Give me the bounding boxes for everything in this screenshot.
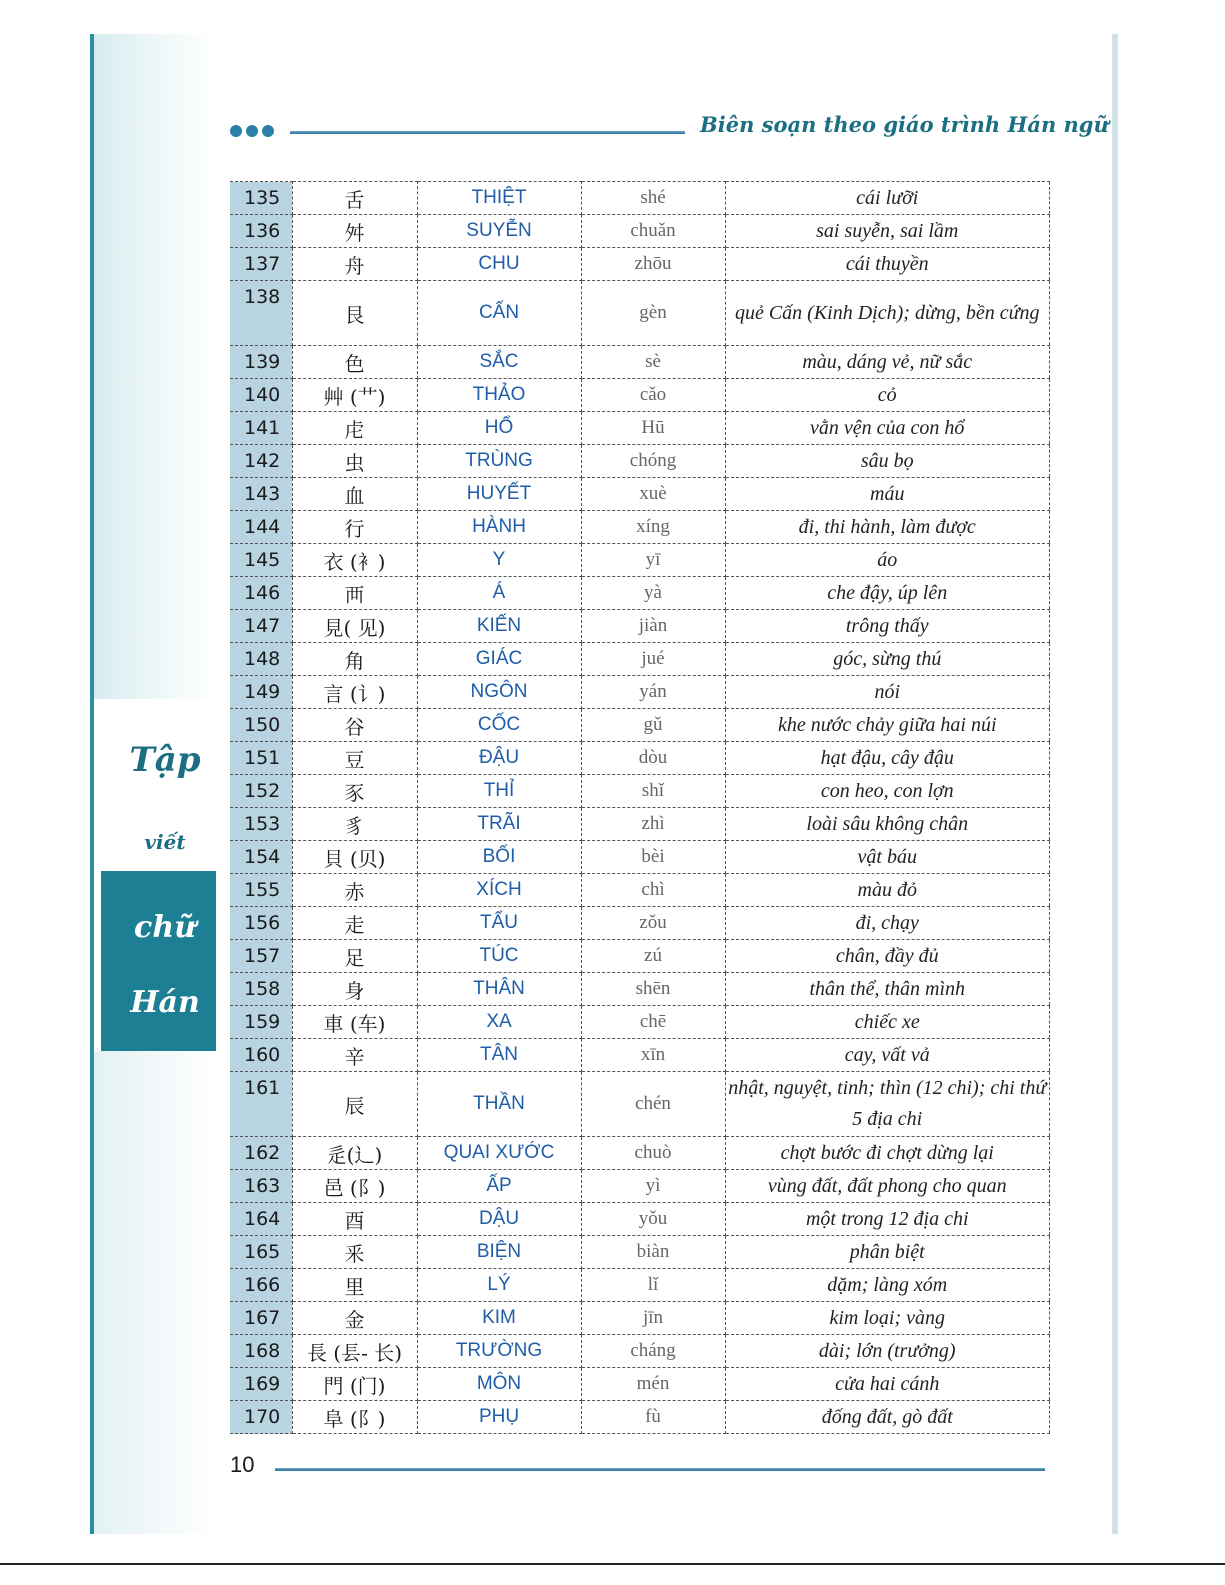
meaning: cửa hai cánh bbox=[725, 1368, 1050, 1401]
meaning: màu đỏ bbox=[725, 874, 1050, 907]
han-viet-reading: BỐI bbox=[417, 841, 581, 874]
han-character: 酉 bbox=[292, 1203, 417, 1236]
han-character: 血 bbox=[292, 478, 417, 511]
han-viet-reading: XA bbox=[417, 1006, 581, 1039]
han-character: 谷 bbox=[292, 709, 417, 742]
table-row bbox=[230, 1302, 1050, 1335]
running-header-title: Biên soạn theo giáo trình Hán ngữ bbox=[700, 112, 1109, 137]
han-viet-reading: XÍCH bbox=[417, 874, 581, 907]
meaning: góc, sừng thú bbox=[725, 643, 1050, 676]
han-character: 辰 bbox=[292, 1072, 417, 1137]
han-viet-reading: THÂN bbox=[417, 973, 581, 1006]
scan-bottom-line bbox=[0, 1563, 1225, 1565]
han-character: 走 bbox=[292, 907, 417, 940]
row-number: 154 bbox=[230, 841, 292, 874]
meaning: áo bbox=[725, 544, 1050, 577]
han-character: 見( 见) bbox=[292, 610, 417, 643]
row-number: 167 bbox=[230, 1302, 292, 1335]
pinyin: dòu bbox=[581, 742, 725, 775]
pinyin: yán bbox=[581, 676, 725, 709]
han-character: 豕 bbox=[292, 775, 417, 808]
meaning: hạt đậu, cây đậu bbox=[725, 742, 1050, 775]
row-number: 147 bbox=[230, 610, 292, 643]
spine-band-bottom bbox=[94, 1051, 216, 1534]
table-row bbox=[230, 1401, 1050, 1434]
table-row bbox=[230, 544, 1050, 577]
han-character: 足 bbox=[292, 940, 417, 973]
pinyin: xīn bbox=[581, 1039, 725, 1072]
han-viet-reading: Á bbox=[417, 577, 581, 610]
table-row bbox=[230, 281, 1050, 346]
han-character: 舌 bbox=[292, 182, 417, 215]
table-row bbox=[230, 182, 1050, 215]
pinyin: shēn bbox=[581, 973, 725, 1006]
row-number: 143 bbox=[230, 478, 292, 511]
han-character: 門 (门) bbox=[292, 1368, 417, 1401]
dot-icon bbox=[262, 125, 274, 137]
table-row bbox=[230, 346, 1050, 379]
han-viet-reading: TRÙNG bbox=[417, 445, 581, 478]
meaning: sai suyễn, sai lầm bbox=[725, 215, 1050, 248]
han-character: 襾 bbox=[292, 577, 417, 610]
han-character: 赤 bbox=[292, 874, 417, 907]
row-number: 166 bbox=[230, 1269, 292, 1302]
row-number: 157 bbox=[230, 940, 292, 973]
han-viet-reading: DẬU bbox=[417, 1203, 581, 1236]
row-number: 141 bbox=[230, 412, 292, 445]
row-number: 142 bbox=[230, 445, 292, 478]
row-number: 170 bbox=[230, 1401, 292, 1434]
meaning: nhật, nguyệt, tinh; thìn (12 chi); chi thứ 5 địa chi bbox=[725, 1072, 1050, 1137]
spine-title-line1: Tập bbox=[129, 740, 201, 780]
row-number: 138 bbox=[230, 281, 292, 346]
table-row bbox=[230, 610, 1050, 643]
meaning: dài; lớn (trưởng) bbox=[725, 1335, 1050, 1368]
han-viet-reading: SẮC bbox=[417, 346, 581, 379]
han-viet-reading: KIẾN bbox=[417, 610, 581, 643]
meaning: con heo, con lợn bbox=[725, 775, 1050, 808]
meaning: cái lưỡi bbox=[725, 182, 1050, 215]
pinyin: lǐ bbox=[581, 1269, 725, 1302]
row-number: 146 bbox=[230, 577, 292, 610]
han-character: 虍 bbox=[292, 412, 417, 445]
row-number: 148 bbox=[230, 643, 292, 676]
meaning: thân thể, thân mình bbox=[725, 973, 1050, 1006]
meaning: đi, thi hành, làm được bbox=[725, 511, 1050, 544]
han-character: 艮 bbox=[292, 281, 417, 346]
table-row bbox=[230, 742, 1050, 775]
row-number: 156 bbox=[230, 907, 292, 940]
pinyin: shǐ bbox=[581, 775, 725, 808]
han-character: 色 bbox=[292, 346, 417, 379]
han-viet-reading: TRÃI bbox=[417, 808, 581, 841]
pinyin: biàn bbox=[581, 1236, 725, 1269]
han-viet-reading: SUYỄN bbox=[417, 215, 581, 248]
han-character: 行 bbox=[292, 511, 417, 544]
han-character: 虫 bbox=[292, 445, 417, 478]
table-row bbox=[230, 215, 1050, 248]
han-character: 舛 bbox=[292, 215, 417, 248]
row-number: 163 bbox=[230, 1170, 292, 1203]
row-number: 137 bbox=[230, 248, 292, 281]
pinyin: yì bbox=[581, 1170, 725, 1203]
page-number: 10 bbox=[230, 1452, 255, 1477]
pinyin: Hū bbox=[581, 412, 725, 445]
pinyin: chē bbox=[581, 1006, 725, 1039]
table-row bbox=[230, 248, 1050, 281]
pinyin: jīn bbox=[581, 1302, 725, 1335]
pinyin: chì bbox=[581, 874, 725, 907]
han-viet-reading: CHU bbox=[417, 248, 581, 281]
pinyin: zhōu bbox=[581, 248, 725, 281]
row-number: 149 bbox=[230, 676, 292, 709]
han-character: 豆 bbox=[292, 742, 417, 775]
han-viet-reading: QUAI XƯỚC bbox=[417, 1137, 581, 1170]
pinyin: cǎo bbox=[581, 379, 725, 412]
meaning: chợt bước đi chợt dừng lại bbox=[725, 1137, 1050, 1170]
row-number: 161 bbox=[230, 1072, 292, 1137]
pinyin: chuò bbox=[581, 1137, 725, 1170]
spine-band-dark bbox=[101, 871, 216, 1051]
meaning: loài sâu không chân bbox=[725, 808, 1050, 841]
spine-title-line3: chữ bbox=[134, 910, 196, 945]
table-row bbox=[230, 940, 1050, 973]
table-row bbox=[230, 412, 1050, 445]
han-viet-reading: GIÁC bbox=[417, 643, 581, 676]
table-row bbox=[230, 643, 1050, 676]
han-character: 舟 bbox=[292, 248, 417, 281]
pinyin: zú bbox=[581, 940, 725, 973]
han-character: 阜 (阝) bbox=[292, 1401, 417, 1434]
han-viet-reading: MÔN bbox=[417, 1368, 581, 1401]
han-viet-reading: THỈ bbox=[417, 775, 581, 808]
meaning: phân biệt bbox=[725, 1236, 1050, 1269]
pinyin: yǒu bbox=[581, 1203, 725, 1236]
table-row bbox=[230, 1368, 1050, 1401]
han-character: 釆 bbox=[292, 1236, 417, 1269]
table-row bbox=[230, 841, 1050, 874]
table-row bbox=[230, 511, 1050, 544]
dot-icon bbox=[246, 125, 258, 137]
pinyin: fù bbox=[581, 1401, 725, 1434]
han-character: 邑 (阝) bbox=[292, 1170, 417, 1203]
han-character: 言 (讠) bbox=[292, 676, 417, 709]
han-character: 里 bbox=[292, 1269, 417, 1302]
table-row bbox=[230, 676, 1050, 709]
table-row bbox=[230, 577, 1050, 610]
row-number: 162 bbox=[230, 1137, 292, 1170]
pinyin: chén bbox=[581, 1072, 725, 1137]
pinyin: mén bbox=[581, 1368, 725, 1401]
meaning: quẻ Cấn (Kinh Dịch); dừng, bền cứng bbox=[725, 281, 1050, 346]
han-viet-reading: HÀNH bbox=[417, 511, 581, 544]
row-number: 136 bbox=[230, 215, 292, 248]
row-number: 155 bbox=[230, 874, 292, 907]
pinyin: jué bbox=[581, 643, 725, 676]
han-character: 貝 (贝) bbox=[292, 841, 417, 874]
table-row bbox=[230, 379, 1050, 412]
radical-table bbox=[230, 181, 1050, 1434]
meaning: chiếc xe bbox=[725, 1006, 1050, 1039]
meaning: che đậy, úp lên bbox=[725, 577, 1050, 610]
row-number: 158 bbox=[230, 973, 292, 1006]
spine-band-top bbox=[94, 34, 216, 699]
han-viet-reading: NGÔN bbox=[417, 676, 581, 709]
meaning: vật báu bbox=[725, 841, 1050, 874]
pinyin: gǔ bbox=[581, 709, 725, 742]
row-number: 140 bbox=[230, 379, 292, 412]
han-viet-reading: THẢO bbox=[417, 379, 581, 412]
table-row bbox=[230, 478, 1050, 511]
pinyin: gèn bbox=[581, 281, 725, 346]
row-number: 160 bbox=[230, 1039, 292, 1072]
han-character: 衣 (衤) bbox=[292, 544, 417, 577]
row-number: 169 bbox=[230, 1368, 292, 1401]
row-number: 135 bbox=[230, 182, 292, 215]
pinyin: chuǎn bbox=[581, 215, 725, 248]
meaning: trông thấy bbox=[725, 610, 1050, 643]
pinyin: yà bbox=[581, 577, 725, 610]
pinyin: shé bbox=[581, 182, 725, 215]
han-character: 艸 (艹) bbox=[292, 379, 417, 412]
row-number: 153 bbox=[230, 808, 292, 841]
han-character: 長 (镸- 长) bbox=[292, 1335, 417, 1368]
table-row bbox=[230, 1072, 1050, 1137]
han-character: 辛 bbox=[292, 1039, 417, 1072]
table-row bbox=[230, 1203, 1050, 1236]
meaning: cay, vất vả bbox=[725, 1039, 1050, 1072]
radical-table-body bbox=[230, 182, 1050, 1434]
meaning: vùng đất, đất phong cho quan bbox=[725, 1170, 1050, 1203]
table-row bbox=[230, 709, 1050, 742]
han-viet-reading: ĐẬU bbox=[417, 742, 581, 775]
page-edge-right bbox=[1112, 34, 1118, 1534]
table-row bbox=[230, 1236, 1050, 1269]
han-character: 角 bbox=[292, 643, 417, 676]
table-row bbox=[230, 1006, 1050, 1039]
row-number: 159 bbox=[230, 1006, 292, 1039]
header-rule bbox=[290, 131, 685, 134]
table-row bbox=[230, 874, 1050, 907]
han-viet-reading: THIỆT bbox=[417, 182, 581, 215]
meaning: cỏ bbox=[725, 379, 1050, 412]
row-number: 168 bbox=[230, 1335, 292, 1368]
pinyin: zhì bbox=[581, 808, 725, 841]
pinyin: zǒu bbox=[581, 907, 725, 940]
meaning: đống đất, gò đất bbox=[725, 1401, 1050, 1434]
han-character: 金 bbox=[292, 1302, 417, 1335]
meaning: máu bbox=[725, 478, 1050, 511]
table-row bbox=[230, 445, 1050, 478]
header-dots bbox=[230, 125, 274, 137]
table-row bbox=[230, 1335, 1050, 1368]
row-number: 150 bbox=[230, 709, 292, 742]
meaning: sâu bọ bbox=[725, 445, 1050, 478]
table-row bbox=[230, 808, 1050, 841]
spine-title-line4: Hán bbox=[130, 985, 200, 1020]
table-row bbox=[230, 1269, 1050, 1302]
table-row bbox=[230, 907, 1050, 940]
han-viet-reading: PHỤ bbox=[417, 1401, 581, 1434]
row-number: 145 bbox=[230, 544, 292, 577]
meaning: đi, chạy bbox=[725, 907, 1050, 940]
han-viet-reading: HỔ bbox=[417, 412, 581, 445]
han-viet-reading: Y bbox=[417, 544, 581, 577]
row-number: 164 bbox=[230, 1203, 292, 1236]
meaning: khe nước chảy giữa hai núi bbox=[725, 709, 1050, 742]
table-row bbox=[230, 1137, 1050, 1170]
han-viet-reading: LÝ bbox=[417, 1269, 581, 1302]
han-viet-reading: THẦN bbox=[417, 1072, 581, 1137]
row-number: 139 bbox=[230, 346, 292, 379]
han-viet-reading: CẤN bbox=[417, 281, 581, 346]
meaning: một trong 12 địa chi bbox=[725, 1203, 1050, 1236]
pinyin: jiàn bbox=[581, 610, 725, 643]
row-number: 165 bbox=[230, 1236, 292, 1269]
spine-title-line2: viết bbox=[144, 830, 186, 854]
meaning: màu, dáng vẻ, nữ sắc bbox=[725, 346, 1050, 379]
han-viet-reading: BIỆN bbox=[417, 1236, 581, 1269]
han-viet-reading: HUYẾT bbox=[417, 478, 581, 511]
footer-rule bbox=[275, 1468, 1045, 1471]
meaning: vằn vện của con hổ bbox=[725, 412, 1050, 445]
han-character: 車 (车) bbox=[292, 1006, 417, 1039]
table-row bbox=[230, 973, 1050, 1006]
han-viet-reading: TẨU bbox=[417, 907, 581, 940]
han-viet-reading: CỐC bbox=[417, 709, 581, 742]
han-character: 豸 bbox=[292, 808, 417, 841]
meaning: cái thuyền bbox=[725, 248, 1050, 281]
dot-icon bbox=[230, 125, 242, 137]
row-number: 151 bbox=[230, 742, 292, 775]
meaning: dặm; làng xóm bbox=[725, 1269, 1050, 1302]
han-viet-reading: TRƯỜNG bbox=[417, 1335, 581, 1368]
han-viet-reading: ẤP bbox=[417, 1170, 581, 1203]
pinyin: xuè bbox=[581, 478, 725, 511]
pinyin: sè bbox=[581, 346, 725, 379]
row-number: 152 bbox=[230, 775, 292, 808]
row-number: 144 bbox=[230, 511, 292, 544]
han-viet-reading: KIM bbox=[417, 1302, 581, 1335]
han-viet-reading: TÚC bbox=[417, 940, 581, 973]
han-character: 身 bbox=[292, 973, 417, 1006]
han-character: 辵(辶) bbox=[292, 1137, 417, 1170]
meaning: chân, đầy đủ bbox=[725, 940, 1050, 973]
han-viet-reading: TÂN bbox=[417, 1039, 581, 1072]
pinyin: chóng bbox=[581, 445, 725, 478]
meaning: kim loại; vàng bbox=[725, 1302, 1050, 1335]
table-row bbox=[230, 1170, 1050, 1203]
meaning: nói bbox=[725, 676, 1050, 709]
pinyin: yī bbox=[581, 544, 725, 577]
table-row bbox=[230, 1039, 1050, 1072]
pinyin: cháng bbox=[581, 1335, 725, 1368]
pinyin: xíng bbox=[581, 511, 725, 544]
pinyin: bèi bbox=[581, 841, 725, 874]
table-row bbox=[230, 775, 1050, 808]
